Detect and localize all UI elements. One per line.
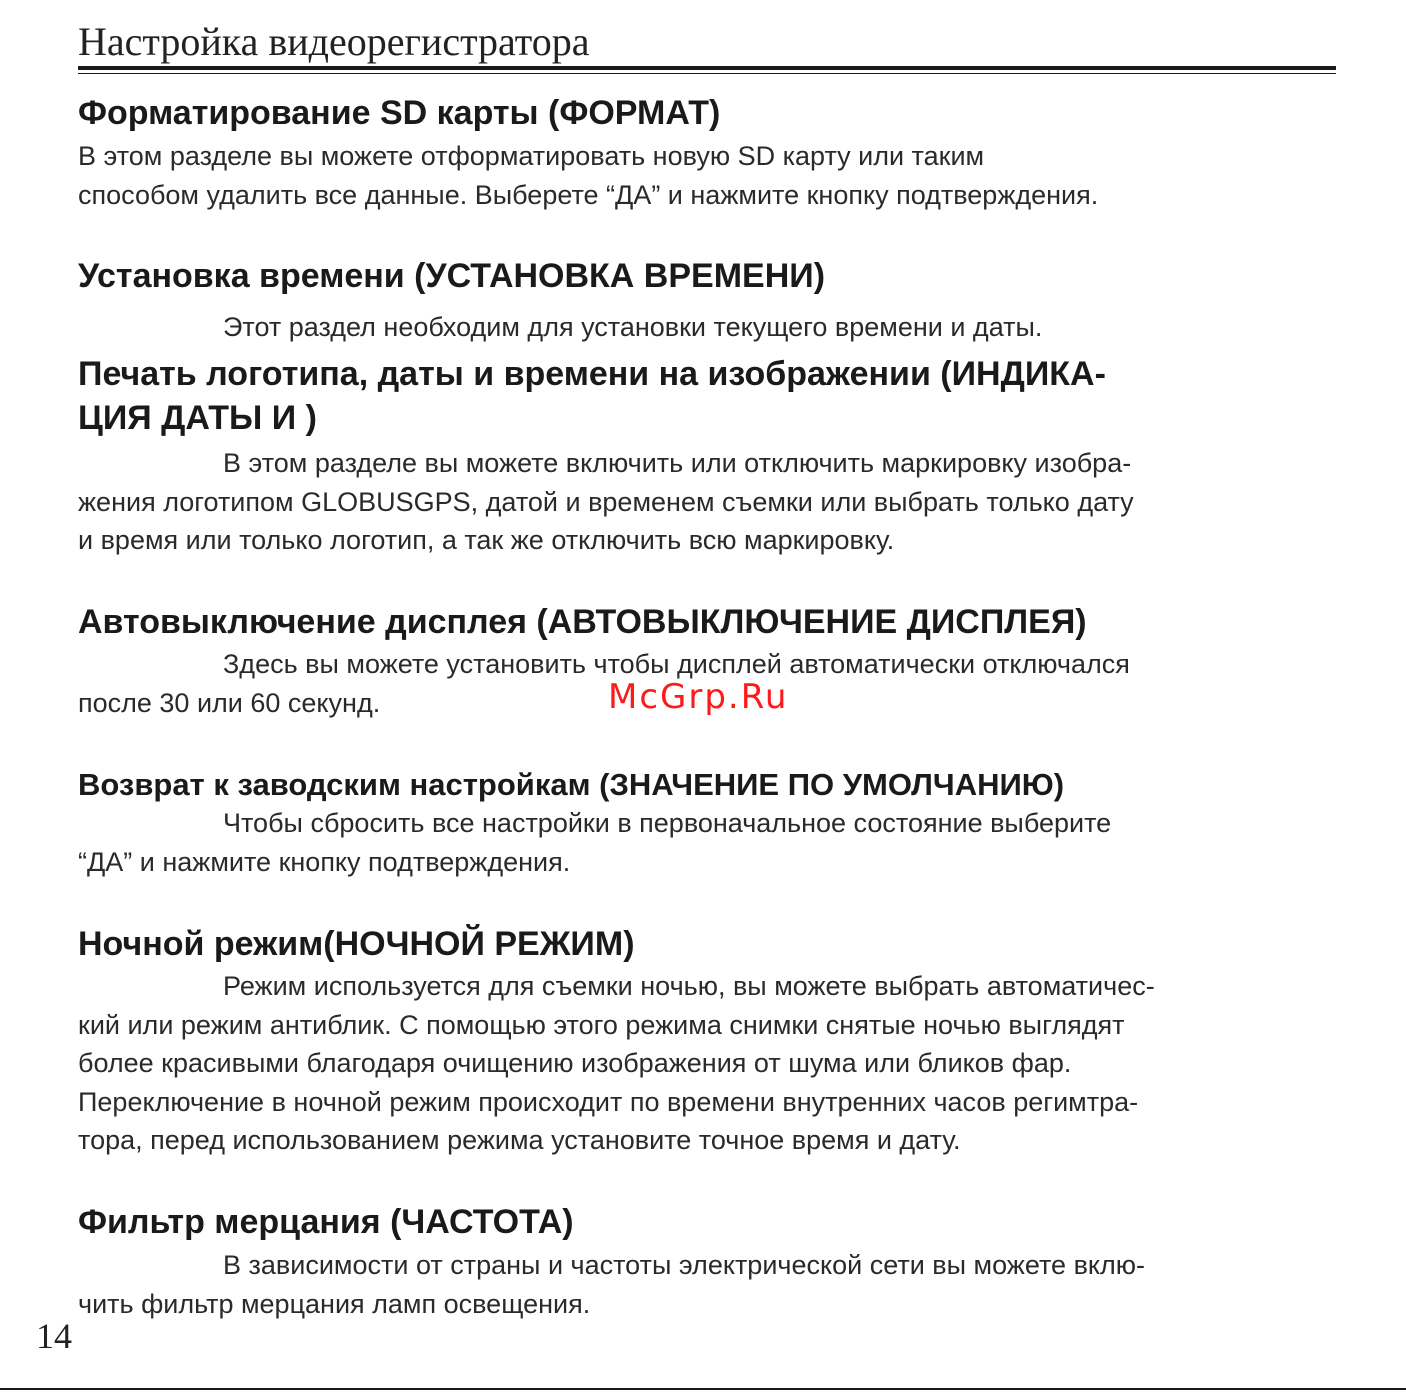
body-line: способом удалить все данные. Выберете “ДА” и нажмите кнопку подтверждения. <box>78 179 1099 210</box>
section-body-night-mode <box>78 967 1340 1160</box>
body-line: Этот раздел необходим для установки текущего времени и даты. <box>223 312 1043 342</box>
body-line: чить фильтр мерцания ламп освещения. <box>78 1288 591 1319</box>
section-heading-flicker <box>78 1200 1338 1244</box>
body-line: кий или режим антиблик. С помощью этого режима снимки снятые ночью выглядят <box>78 1009 1125 1040</box>
section-body-flicker <box>78 1246 1340 1323</box>
body-line: В зависимости от страны и частоты электрической сети вы можете вклю- <box>223 1250 1146 1280</box>
body-line: более красивыми благодаря очищению изображения от шума или бликов фар. <box>78 1048 1072 1078</box>
bottom-rule <box>0 1388 1406 1390</box>
section-heading-date-stamp <box>78 352 1338 440</box>
heading-line: Форматирование SD карты (ФОРМАТ) <box>78 94 721 132</box>
watermark: McGrp.Ru <box>608 677 789 717</box>
section-body-reset <box>78 804 1340 881</box>
title-rule-thin <box>78 73 1336 74</box>
body-line: жения логотипом GLOBUSGPS, датой и временем съемки или выбрать только дату <box>78 486 1134 517</box>
heading-line: Фильтр мерцания (ЧАСТОТА) <box>78 1203 574 1241</box>
page-title: Настройка видеорегистратора <box>78 19 590 64</box>
heading-line: Автовыключение дисплея (АВТОВЫКЛЮЧЕНИЕ ДИСПЛЕЯ) <box>78 603 1087 641</box>
section-heading-time <box>78 254 1338 298</box>
body-line: Здесь вы можете установить чтобы дисплей автоматически отключался <box>223 649 1130 679</box>
section-body-format <box>78 137 1340 214</box>
body-line: Переключение в ночной режим происходит по времени внутренних часов регимтра- <box>78 1086 1139 1117</box>
section-body-date-stamp <box>78 444 1340 560</box>
section-body-time <box>78 308 1340 347</box>
section-heading-display-off <box>78 600 1338 644</box>
section-heading-format <box>78 91 1338 135</box>
body-line: В этом разделе вы можете отформатировать новую SD карту или таким <box>78 141 985 171</box>
body-line: В этом разделе вы можете включить или отключить маркировку изобра- <box>223 448 1132 478</box>
title-rule <box>78 66 1336 70</box>
heading-line: Установка времени (УСТАНОВКА ВРЕМЕНИ) <box>78 257 826 295</box>
heading-line: Ночной режим(НОЧНОЙ РЕЖИМ) <box>78 925 635 963</box>
heading-line: ЦИЯ ДАТЫ И ) <box>78 399 317 437</box>
body-line: Чтобы сбросить все настройки в первоначальное состояние выберите <box>223 808 1112 838</box>
body-line: Режим используется для съемки ночью, вы можете выбрать автоматичес- <box>223 971 1155 1001</box>
page-number: 14 <box>36 1316 72 1356</box>
section-heading-reset <box>78 762 1338 807</box>
body-line: и время или только логотип, а так же отключить всю маркировку. <box>78 525 895 555</box>
heading-line: Печать логотипа, даты и времени на изображении (ИНДИКА- <box>78 355 1106 393</box>
body-line: “ДА” и нажмите кнопку подтверждения. <box>78 846 571 877</box>
body-line: тора, перед использованием режима установите точное время и дату. <box>78 1125 961 1155</box>
heading-line: Возврат к заводским настройкам (ЗНАЧЕНИЕ ПО УМОЛЧАНИЮ) <box>78 767 1065 802</box>
body-line: после 30 или 60 секунд. <box>78 687 381 718</box>
section-heading-night-mode <box>78 922 1338 966</box>
